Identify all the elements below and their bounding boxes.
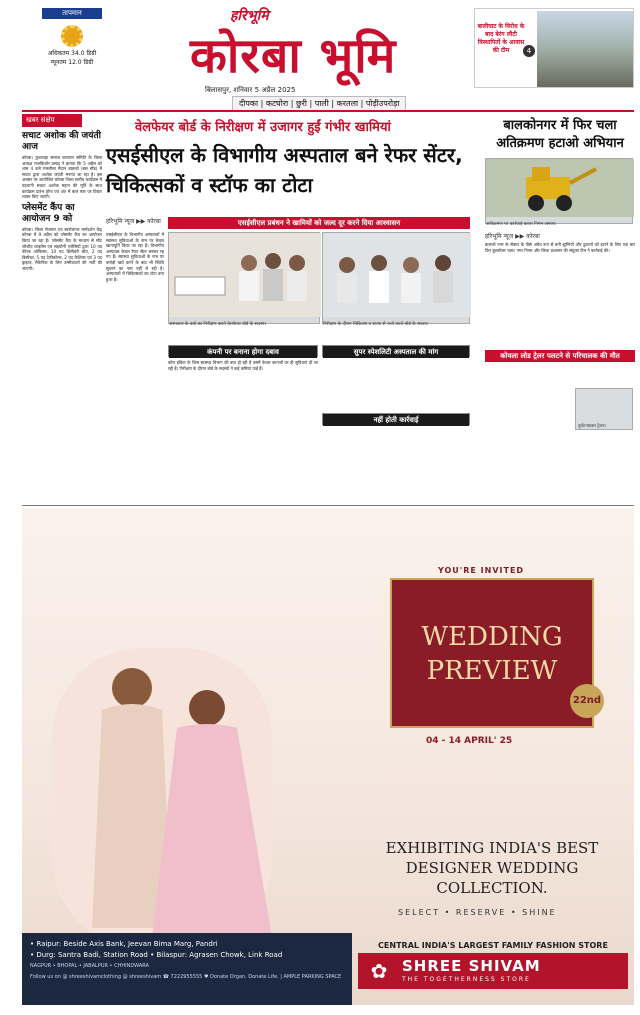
right-headline: बालकोनगर में फिर चला अतिक्रमण हटाओ अभियान xyxy=(496,118,624,151)
promo-text: बालीघाट के विरोध के बाद बेरंग लौटी विस्थापितों के आवास की टीम xyxy=(477,23,525,54)
store-address-strip xyxy=(22,933,352,1005)
logo-main: कोरबा भूमि xyxy=(190,28,397,84)
photo2-caption: निरीक्षण के दौरान चिकित्सा व स्टाफ से चर्चा करते बोर्ड के सदस्य। xyxy=(323,322,429,327)
brand-mark-icon: ✿ xyxy=(370,959,388,983)
staff-illustration xyxy=(323,233,471,317)
brief-body-1: कोरबा। कुशवाहा समाज कल्याण समिति के जिला अध्यक्ष राजकिशोर प्रसाद ने बताया कि 5 अप्रैल को शाम 4 बजे रामलीला मैदान बालको (बस स्टैंड) में सचाट द्वारा अशोक जयंती मनाया जा रहा है। इस अवसर पर आयोजित कोरबा जिला स्तरीय कार्यक्रम में पहचानी सचाट अशोक महान की मूर्ति के साथ कार्यक्रम प्रारंभ होगा एवं अंत में बाल स्तर पर विचार व्यक्त किए जाएंगे। xyxy=(22,155,102,200)
subsection-title: कंपनी पर बनाना होगा दबाव xyxy=(169,346,317,358)
lead-kicker: वेलफेयर बोर्ड के निरीक्षण में उजागर हुईं गंभीर खामियां xyxy=(135,120,391,135)
masthead-rule xyxy=(22,110,634,112)
weather-tag: तापमान xyxy=(42,8,102,19)
weather-box xyxy=(22,8,122,88)
right-headline-2: कोयला लोड ट्रेलर पलटने से परिचालक की मौत xyxy=(485,350,635,362)
edition-badge: 22nd xyxy=(570,684,604,718)
hospital-photo-2 xyxy=(322,232,470,327)
lead-body-column-b: कोल इंडिया के जिस स्वास्थ्य विभाग की बात हो रही है उसमें केवल कागजों पर ही सुविधाएं दी जा रही हैं। निरीक्षण के दौरान बोर्ड के सदस्यों ने कई कमियां पाई हैं। xyxy=(168,360,318,371)
ad-invite-text: YOU'RE INVITED xyxy=(438,566,525,575)
max-temp: अधिकतम 34.0 डिग्री xyxy=(47,50,97,57)
social-line: Follow us on @ shreeshivamclothing @ shreeshivam ☎ 7222955555 ♥ Donate Organ. Donate Life. | AMPLE PARKING SPACE xyxy=(30,974,342,980)
lead-body-column: एसईसीएल के विभागीय अस्पतालों में स्वास्थ्य सुविधाओं के नाम पर केवल खानापूर्ति किया जा रहा है। विभागीय अस्पताल केवल रेफर सेंटर बनकर रह गए हैं। स्वास्थ्य सुविधाओं के नाम पर करोड़ों खर्च करने के बाद भी स्थिति सुधरने का नाम नहीं ले रही है। अस्पतालों में चिकित्सकों का टोटा बना हुआ है। xyxy=(106,232,164,282)
brief-title-1: सचाट अशोक की जयंती आज xyxy=(22,131,101,152)
sun-icon xyxy=(61,25,83,47)
ward-illustration xyxy=(169,233,321,317)
address-durg-bilaspur: • Durg: Santra Badi, Station Road • Bilaspur: Agrasen Chowk, Link Road xyxy=(30,951,283,959)
right-story xyxy=(485,232,635,347)
photo1-caption: अस्पताल के वार्ड का निरीक्षण करते वेलफेयर बोर्ड के सदस्य। xyxy=(169,322,267,327)
right-byline: हरिभूमि न्यूज ▶▶ कोरबा xyxy=(485,233,540,240)
wedding-preview-card xyxy=(390,578,594,728)
lead-headline: एसईसीएल के विभागीय अस्पताल बने रेफर सेंटर, चिकित्सकों व स्टॉफ का टोटा xyxy=(106,143,463,197)
couple-illustration xyxy=(32,628,292,958)
trailer-photo xyxy=(575,388,633,430)
dateline: बिलासपुर, शनिवार 5 अप्रैल 2025 xyxy=(205,86,296,94)
bulldozer-caption: अतिक्रमण पर कार्रवाई करता निगम अमला। xyxy=(486,222,557,227)
promo-photo xyxy=(537,11,633,87)
lead-byline: हरिभूमि न्यूज ▶▶ कोरबा xyxy=(106,218,161,225)
brand-logo[interactable] xyxy=(358,953,628,989)
hospital-photo-1 xyxy=(168,232,320,327)
address-raipur: • Raipur: Beside Axis Bank, Jeevan Bima Marg, Pandri xyxy=(30,940,218,948)
trailer-caption: दुर्घटनाग्रस्त ट्रेलर। xyxy=(578,424,607,429)
ad-dates: 04 - 14 APRIL' 25 xyxy=(426,736,513,746)
lead-subhead: एसईसीएल प्रबंधन ने खामियों को जल्द दूर करने दिया आश्वासन xyxy=(168,217,470,229)
subsection-super-specialty xyxy=(322,345,470,357)
ad-select-reserve: SELECT • RESERVE • SHINE xyxy=(398,908,557,917)
bulldozer-illustration xyxy=(486,159,634,217)
subsection-title: नहीं होती कार्रवाई xyxy=(323,414,469,426)
subsection-company-pressure xyxy=(168,345,318,357)
subsection-title: सुपर स्पेशलिटी अस्पताल की मांग xyxy=(323,346,469,358)
promo-page-number: 4 xyxy=(523,45,535,57)
city-list: दीपका | कटघोरा | छुरी | पाली | करतला | पोड़ीउपरोड़ा xyxy=(232,96,406,111)
ad-tagline: EXHIBITING INDIA'S BEST DESIGNER WEDDING COLLECTION. xyxy=(385,839,599,897)
masthead xyxy=(0,0,640,112)
min-temp: न्यूनतम 12.0 डिग्री xyxy=(50,59,94,66)
logo-small: हरिभूमि xyxy=(230,8,269,24)
wedding-preview-ad[interactable] xyxy=(22,508,634,1005)
brand-subtitle: THE TOGETHERNESS STORE xyxy=(402,976,531,983)
promo-box[interactable] xyxy=(474,8,634,88)
news-brief-column xyxy=(22,114,102,502)
right-body: बालको नगर के सेक्टर के पीछे अवैध रूप से बनी झुग्गियों और दुकानों को हटाने के लिए एक बार फिर बुलडोजर चला। नगर निगम और जिला प्रशासन की संयुक्त टीम ने कार्रवाई की। xyxy=(485,242,635,253)
ad-central-text: CENTRAL INDIA'S LARGEST FAMILY FASHION STORE xyxy=(378,941,608,950)
brief-body-2: कोरबा। जिला रोजगार एवं स्वरोजगार मार्गदर्शन केंद्र कोरबा में 9 अप्रैल को प्लेसमेंट कैंप का आयोजन किया जा रहा है। प्लेसमेंट कैंप के माध्यम से सीट जोशीय फाइनेंस एवं सहयोगी एजेंसियों द्वारा 10 पद फील्ड ऑफिसर, 10 पद डिलीवरी बॉय, 2 पद डिस्पैचर, 5 पद टेलीकॉलर, 2 पद कैशियर एवं 3 पद ड्राइवर, मैकेनिक के लिए उम्मीदवारों की भर्ती की जाएगी। xyxy=(22,226,102,271)
ad-title: WEDDING PREVIEW xyxy=(421,622,563,686)
subsection-no-action xyxy=(322,413,470,425)
brief-header: खबर संक्षेप xyxy=(22,114,82,127)
bulldozer-photo xyxy=(485,158,633,227)
other-cities: NAGPUR • BHOPAL • JABALPUR • CHHINDWARA xyxy=(30,963,149,969)
ad-divider xyxy=(22,505,634,506)
brand-name: SHREE SHIVAM xyxy=(402,957,541,975)
brief-title-2: प्लेसमेंट कैंप का आयोजन 9 को xyxy=(22,202,75,224)
